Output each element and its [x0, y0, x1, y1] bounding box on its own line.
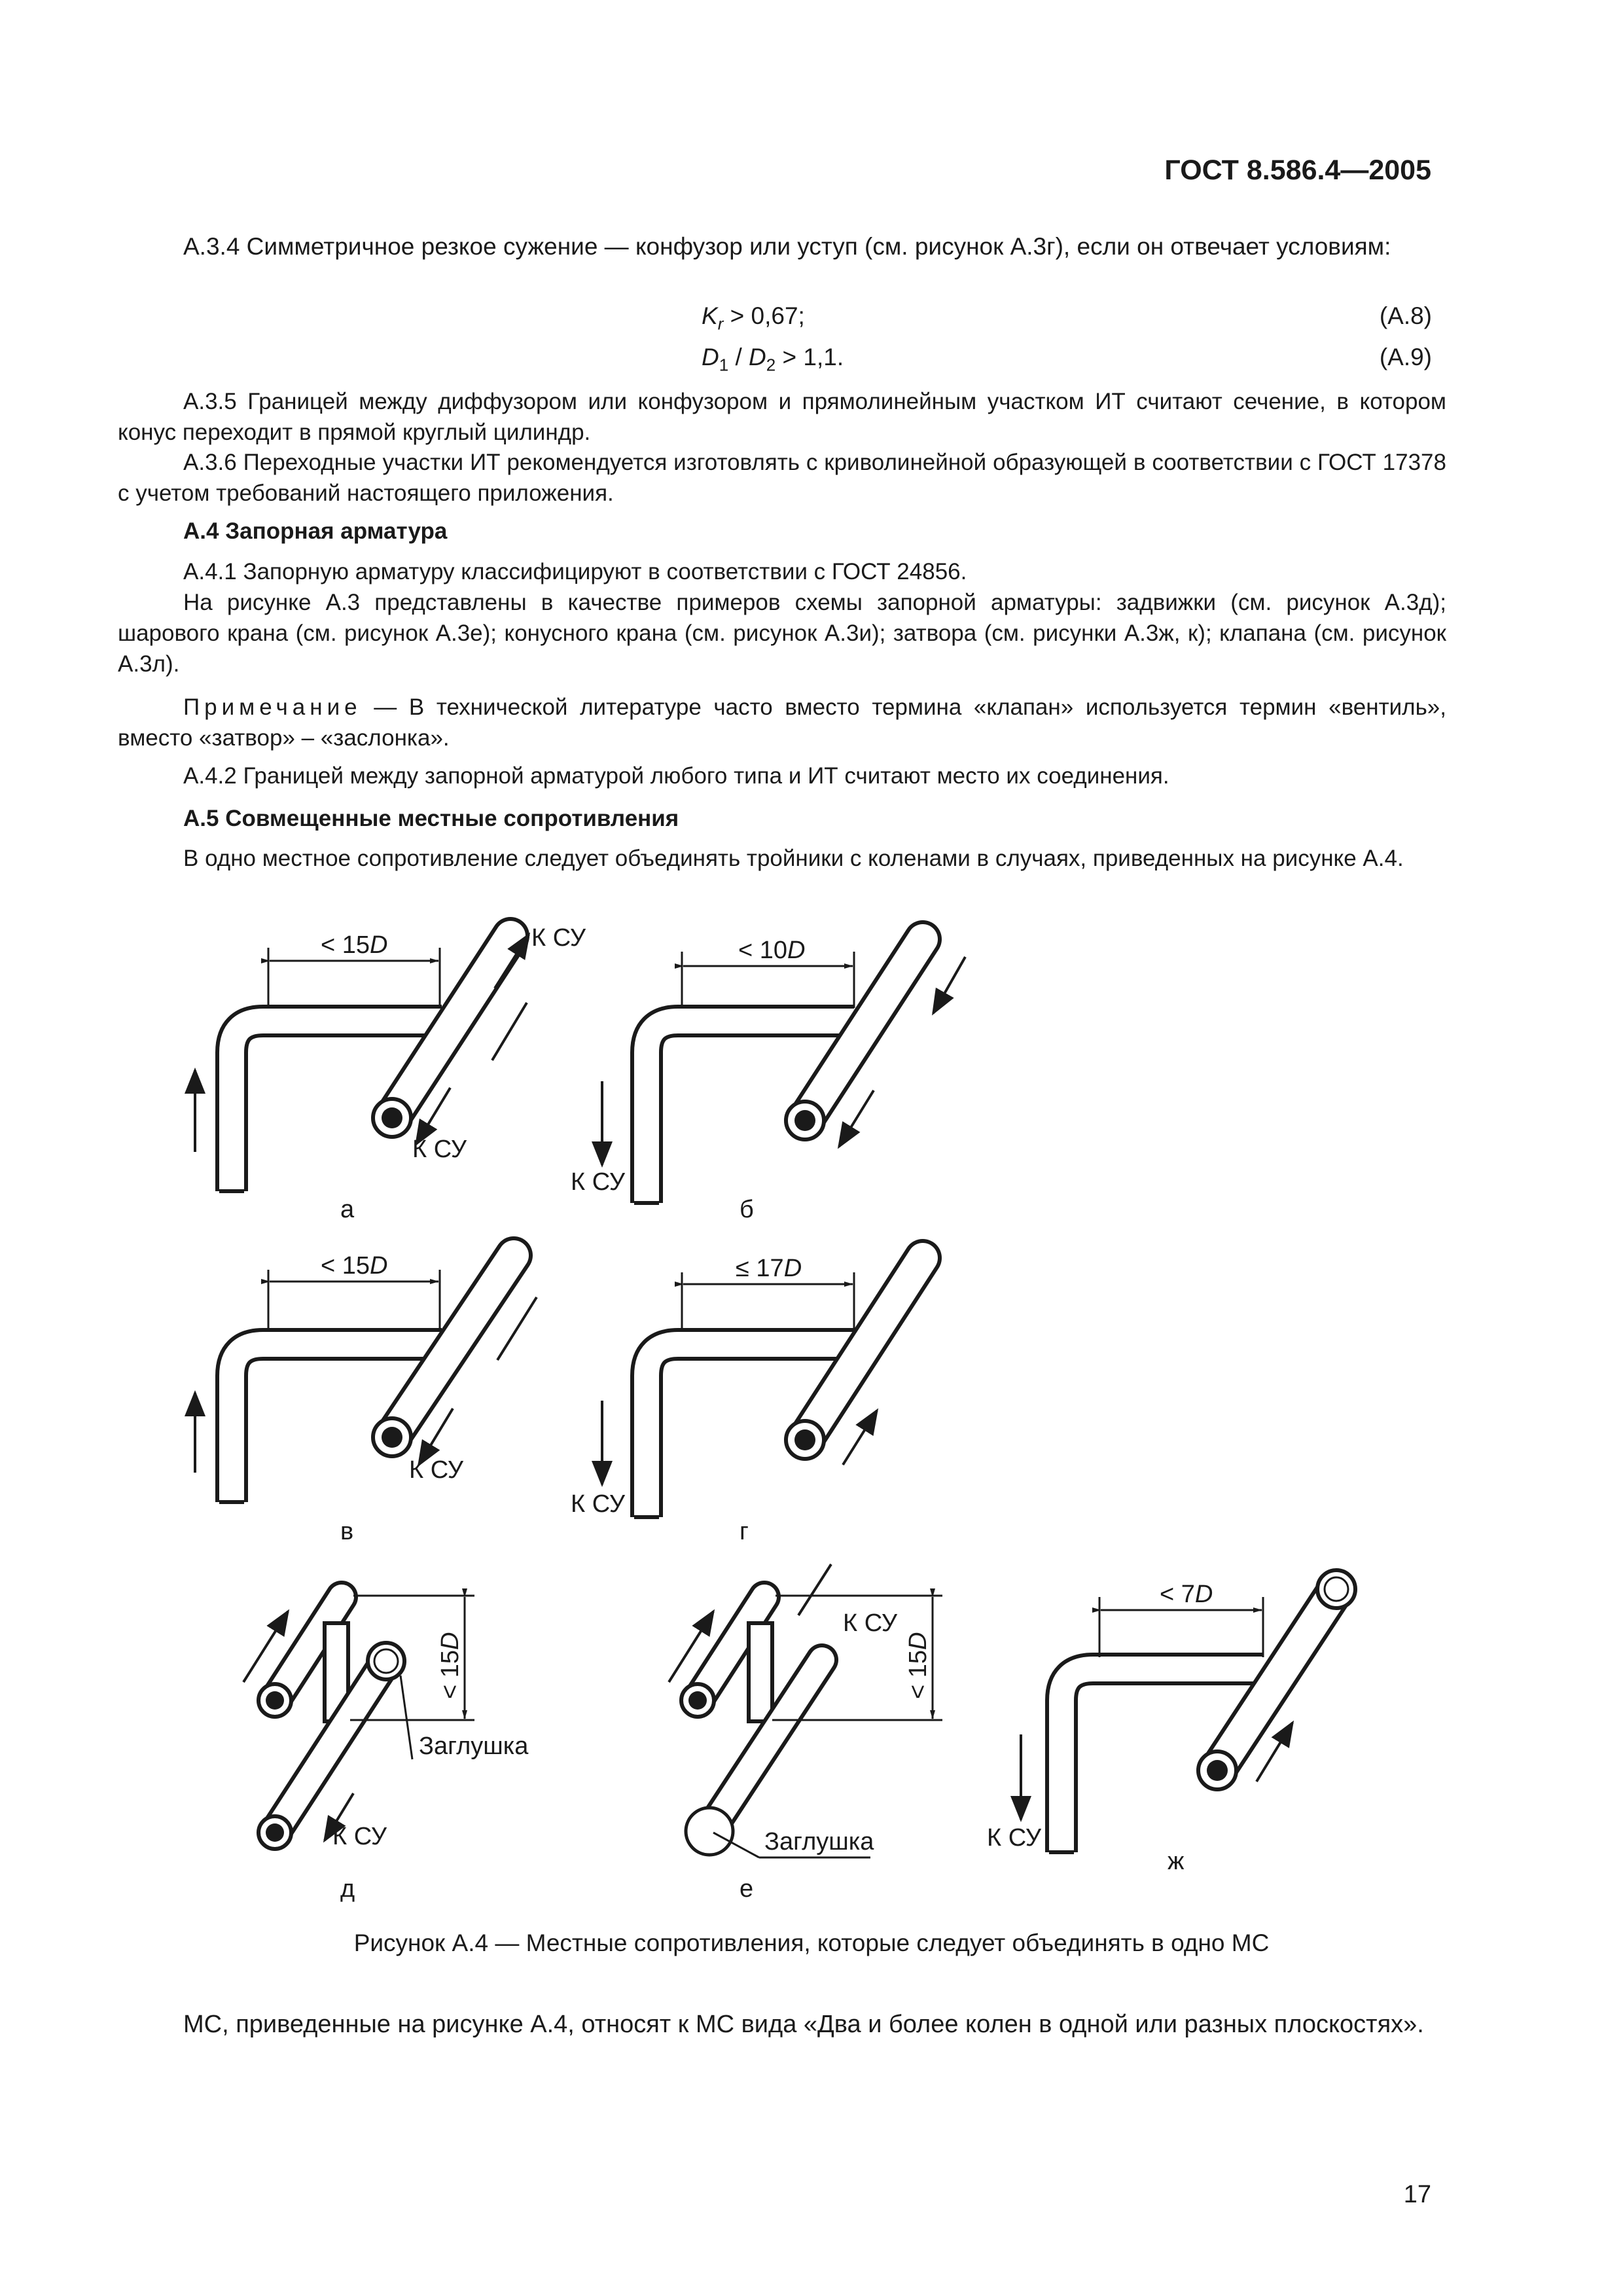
panel-b-flow-arrow-in [933, 957, 965, 1013]
panel-d-plug-label: Заглушка [419, 1732, 529, 1760]
paragraph-a-3-5: А.3.5 Границей между диффузором или конфузором и прямолинейным участком ИТ считают сечение, в котором конус переходит в прямой круглый цилиндр. [118, 389, 1446, 445]
formula-a9-d1: D [702, 344, 719, 370]
panel-b-dim-label: < 10D [738, 937, 806, 964]
panel-g-dim-label: ≤ 17D [736, 1255, 802, 1282]
note-label: Примечание [183, 694, 362, 720]
heading-a-4: А.4 Запорная арматура [183, 518, 448, 544]
paragraph-a-4-1: А.4.1 Запорную арматуру классифицируют в соответствии с ГОСТ 24856. [183, 559, 967, 584]
panel-g-flow-label: К СУ [571, 1490, 626, 1518]
formula-a9-d2-sub: 2 [766, 355, 776, 375]
panel-g-label: г [740, 1518, 749, 1545]
panel-d-plug-leader [401, 1676, 412, 1759]
paragraph-a-4-1-cont: На рисунке А.3 представлены в качестве примеров схемы запорной арматуры: задвижки (см. рисунок А.3д); шарового крана (см. рисунок А.3е); конусного крана (см. рисунок А.3и); затвора (см. рисунки А.3ж, к); клапана (см. рисунок А.3л). [118, 590, 1446, 677]
panel-b-label: б [740, 1196, 754, 1223]
panel-a-pipe [219, 936, 510, 1191]
formula-a9-d2: D [749, 344, 766, 370]
panel-zh [987, 1570, 1355, 1875]
paragraph-a-3-6: А.3.6 Переходные участки ИТ рекомендуется изготовлять с криволинейной образующей в соответствии с ГОСТ 17378 с учетом требований настоящего приложения. [118, 450, 1446, 506]
paragraph-a-3-4: А.3.4 Симметричное резкое сужение — конфузор или уступ (см. рисунок А.3г), если он отвечает условиям: [183, 233, 1391, 260]
closing-paragraph: МС, приведенные на рисунке А.4, относят к МС вида «Два и более колен в одной или разных плоскостях». [183, 2011, 1424, 2038]
panel-v-pipe [219, 1255, 514, 1502]
panel-g [571, 1255, 923, 1545]
formula-a9-number: (А.9) [1379, 344, 1432, 370]
panel-b-flow-arrow-down [839, 1090, 874, 1147]
formula-a8-rhs: > 0,67; [723, 302, 805, 329]
panel-v-label: в [340, 1518, 354, 1545]
panel-b-flow-label: К СУ [571, 1168, 626, 1196]
panel-g-flow-arrow-up [843, 1410, 877, 1465]
panel-d [243, 1596, 529, 1903]
panel-d-dim-label: < 15D [437, 1632, 464, 1699]
formula-a9-d1-sub: 1 [719, 355, 729, 375]
heading-a-5: А.5 Совмещенные местные сопротивления [183, 806, 679, 831]
figure-caption: Рисунок А.4 — Местные сопротивления, которые следует объединять в одно МС [353, 1929, 1270, 1956]
panel-zh-pipe [1049, 1570, 1355, 1852]
formula-a9-rhs: > 1,1. [776, 344, 844, 370]
panel-v [195, 1252, 537, 1545]
panel-zh-dim-label: < 7D [1160, 1581, 1213, 1608]
panel-a-flow-label-top: К СУ [531, 924, 586, 952]
panel-v-dim-label: < 15D [321, 1252, 388, 1280]
formula-a9-slash: / [728, 344, 749, 370]
panel-e-flow-label: К СУ [843, 1609, 898, 1637]
formula-a8-lhs: K [702, 302, 718, 329]
panel-zh-label: ж [1168, 1848, 1185, 1875]
panel-a [195, 924, 586, 1223]
panel-d-label: д [340, 1875, 355, 1903]
panel-a-dim-label: < 15D [321, 931, 388, 959]
panel-b-pipe [634, 939, 923, 1203]
panel-e-plug-label: Заглушка [764, 1828, 874, 1856]
panel-a-flow-label: К СУ [412, 1136, 467, 1163]
panel-e-dim-label: < 15D [904, 1632, 932, 1699]
panel-e-label: е [740, 1875, 754, 1903]
panel-a-flow-line [492, 1003, 527, 1060]
panel-e-pipes [681, 1597, 822, 1855]
formula-a8-number: (А.8) [1379, 302, 1432, 329]
paragraph-a-4-2: А.4.2 Границей между запорной арматурой любого типа и ИТ считают место их соединения. [183, 763, 1169, 789]
panel-d-flow-label: К СУ [332, 1823, 387, 1850]
panel-v-flow-line [497, 1297, 537, 1360]
panel-g-pipe [634, 1258, 923, 1517]
panel-e [669, 1564, 942, 1903]
panel-zh-flow-label: К СУ [987, 1824, 1042, 1852]
document-id: ГОСТ 8.586.4—2005 [1164, 154, 1431, 186]
paragraph-a-5: В одно местное сопротивление следует объединять тройники с коленами в случаях, приведенных на рисунке А.4. [183, 846, 1404, 871]
formula-a8-sub: r [717, 314, 724, 334]
panel-v-flow-label: К СУ [409, 1456, 464, 1484]
panel-d-pipes [259, 1597, 404, 1849]
panel-e-flow-line [798, 1564, 831, 1615]
panel-b [571, 937, 965, 1223]
page-number: 17 [1403, 2181, 1431, 2208]
panel-a-label: а [340, 1196, 355, 1223]
note-text: — В технической литературе часто вместо термина «клапан» используется термин «вентиль», вместо «затвор» – «заслонка». [118, 694, 1446, 751]
